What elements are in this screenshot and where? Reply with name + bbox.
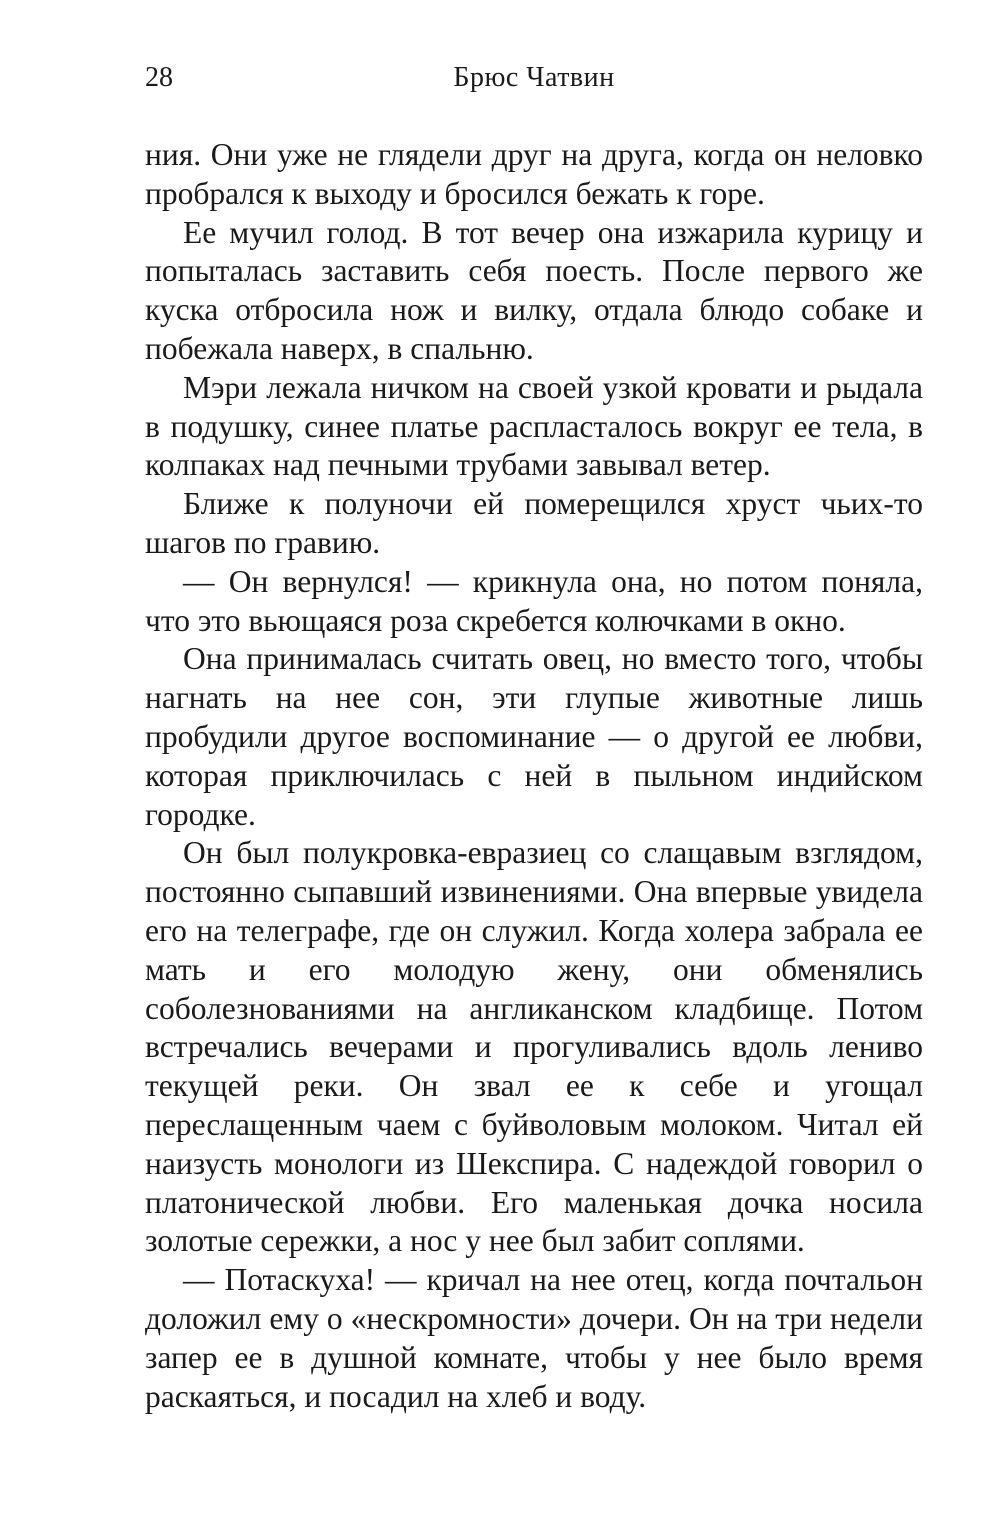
paragraph-dialogue: — Потаскуха! — кричал на нее отец, когда почтальон доложил ему о «нескромности» дочери. Он на три недели запер ее в душной комнате, чтобы у нее было время раскаяться, и посадил на хлеб и воду. (145, 1262, 923, 1414)
paragraph-continued: ния. Они уже не глядели друг на друга, когда он неловко пробрался к выходу и бросился бежать к горе. (145, 137, 923, 211)
paragraph: Ее мучил голод. В тот вечер она изжарила курицу и попыталась заставить себя поесть. После первого же куска отбросила нож и вилку, отдала блюдо собаке и побежала наверх, в спальню. (145, 214, 923, 366)
paragraph: Она принималась считать овец, но вместо того, чтобы нагнать на нее сон, эти глупые животные лишь пробудили другое воспоминание — о другой ее любви, которая приключилась с ней в пыльном индийском городке. (145, 641, 923, 832)
paragraph: Он был полукровка-евразиец со слащавым взглядом, постоянно сыпавший извинениями. Она впервые увидела его на телеграфе, где он служил. Когда холера забрала ее мать и его молодую жену, они обменялись соболезнованиями на англиканском кладбище. Потом встречались вечерами и прогуливались вдоль лениво текущей реки. Он звал ее к себе и угощал переслащенным чаем с буйволовым молоком. Читал ей наизусть монологи из Шекспира. С надеждой говорил о платонической любви. Его маленькая дочка носила золотые сережки, а нос у нее был забит соплями. (145, 835, 923, 1259)
paragraph-dialogue: — Он вернулся! — крикнула она, но потом поняла, что это вьющаяся роза скребется колючками в окно. (145, 563, 923, 638)
paragraph: Мэри лежала ничком на своей узкой кровати и рыдала в подушку, синее платье распласталось вокруг ее тела, в колпаках над печными трубами завывал ветер. (145, 369, 923, 483)
running-title: Брюс Чатвин (453, 62, 615, 93)
paragraph: Ближе к полуночи ей померещился хруст чьих-то шагов по гравию. (145, 486, 923, 560)
page-number: 28 (145, 62, 173, 93)
running-head (145, 58, 923, 98)
text-body (145, 136, 923, 1416)
